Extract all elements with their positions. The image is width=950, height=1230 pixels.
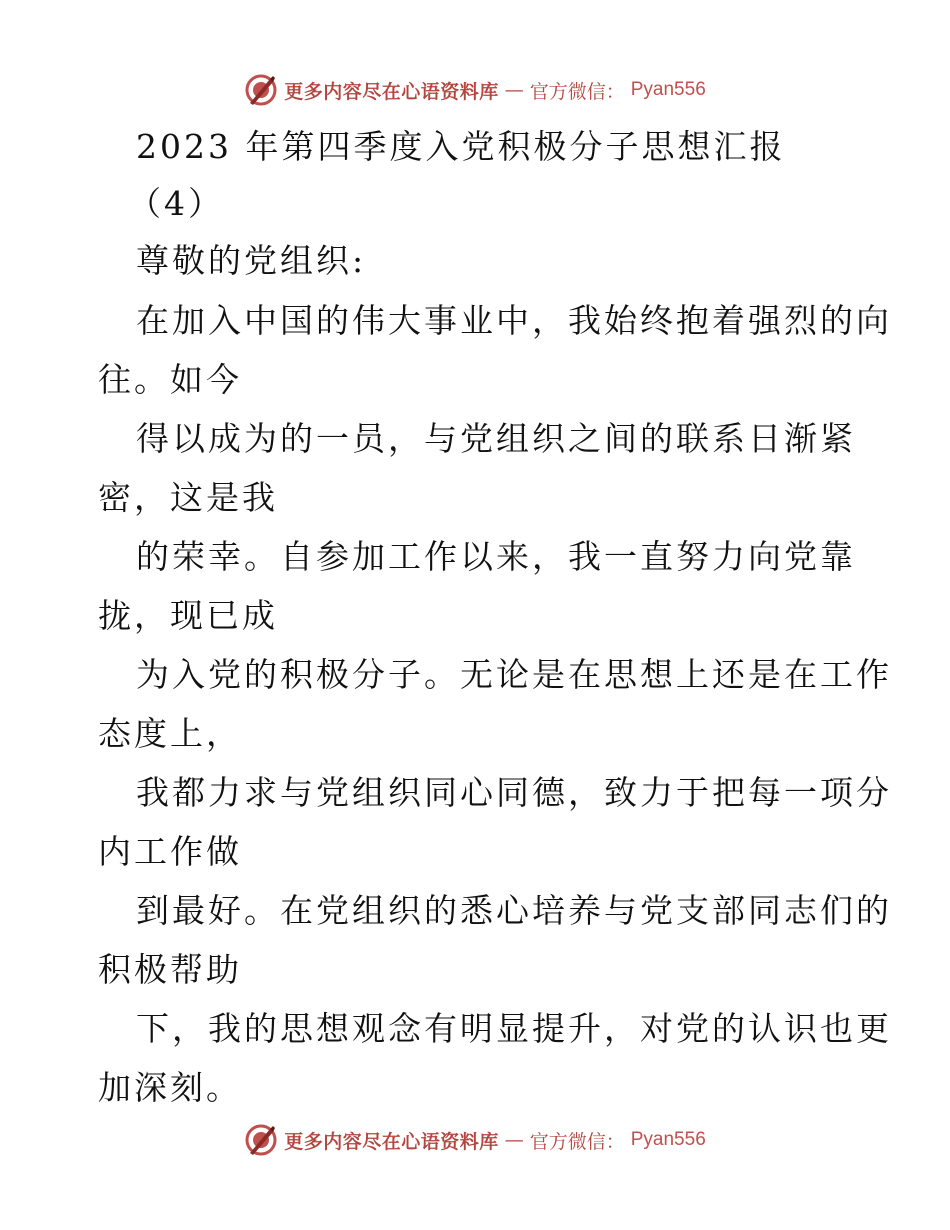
- pen-logo-icon: [244, 1123, 278, 1157]
- body-line: 往。如今: [98, 360, 242, 399]
- document-title: 2023 年第四季度入党积极分子思想汇报: [136, 127, 786, 166]
- body-line: 内工作做: [98, 832, 242, 871]
- banner-text: 更多内容尽在心语资料库: [284, 1130, 499, 1153]
- body-line: 下，我的思想观念有明显提升，对党的认识也更: [136, 1009, 892, 1048]
- body-line: 我都力求与党组织同心同德，致力于把每一项分: [136, 773, 892, 812]
- body-line: 积极帮助: [98, 950, 242, 989]
- body-line: 在加入中国的伟大事业中，我始终抱着强烈的向: [136, 301, 892, 340]
- banner-dash: —: [504, 1129, 524, 1151]
- body-line: 态度上，: [98, 714, 242, 753]
- header-banner: [0, 70, 950, 110]
- body-line: 到最好。在党组织的悉心培养与党支部同志们的: [136, 891, 892, 930]
- body-line: 的荣幸。自参加工作以来，我一直努力向党靠: [136, 537, 856, 576]
- body-line: 为入党的积极分子。无论是在思想上还是在工作: [136, 655, 892, 694]
- body-line: 密，这是我: [98, 478, 278, 517]
- body-line: 加深刻。: [98, 1068, 242, 1107]
- banner-text: 更多内容尽在心语资料库: [284, 80, 499, 103]
- body-line: 得以成为的一员，与党组织之间的联系日渐紧: [136, 419, 856, 458]
- document-title-number: （4）: [128, 184, 224, 223]
- banner-wechat-label: 官方微信：: [529, 1130, 625, 1153]
- salutation: 尊敬的党组织:: [136, 241, 367, 280]
- footer-banner: [0, 1120, 950, 1160]
- banner-wechat-label: 官方微信：: [529, 80, 625, 103]
- body-line: 拢，现已成: [98, 596, 278, 635]
- banner-dash: —: [504, 79, 524, 101]
- banner-wechat-id: Pyan556: [630, 1129, 706, 1150]
- banner-wechat-id: Pyan556: [630, 79, 706, 100]
- pen-logo-icon: [244, 73, 278, 107]
